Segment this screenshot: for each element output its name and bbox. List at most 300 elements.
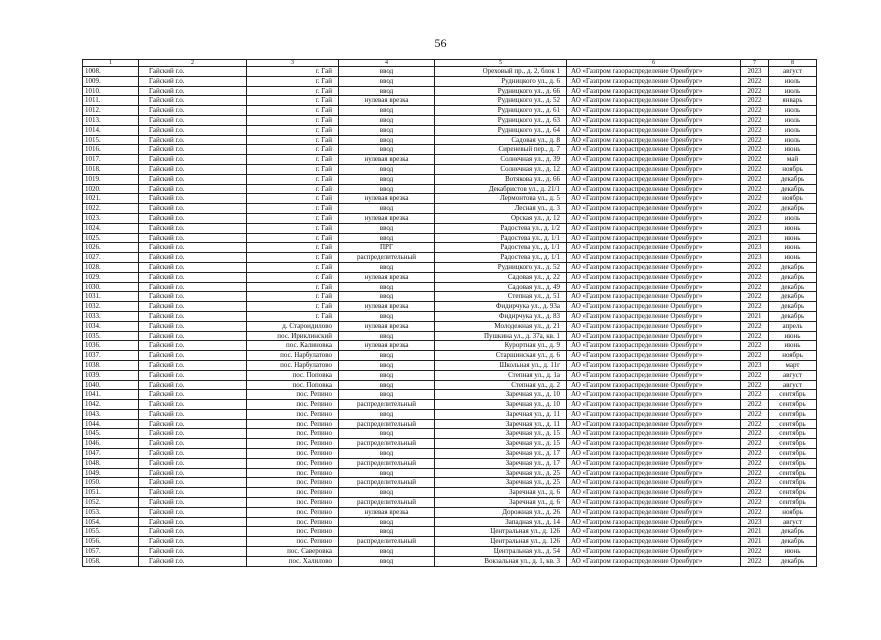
object-type-cell: ввод (339, 223, 435, 233)
month-cell: декабрь (769, 527, 817, 537)
organization-cell: АО «Газпром газораспределение Оренбург» (567, 125, 741, 135)
object-type-cell: нулевая врезка (339, 96, 435, 106)
settlement-cell: г. Гай (247, 302, 339, 312)
table-row (83, 517, 817, 527)
year-cell: 2022 (741, 272, 769, 282)
organization-cell: АО «Газпром газораспределение Оренбург» (567, 439, 741, 449)
month-cell: декабрь (769, 272, 817, 282)
organization-cell: АО «Газпром газораспределение Оренбург» (567, 223, 741, 233)
month-cell: июль (769, 135, 817, 145)
table-row (83, 351, 817, 361)
organization-cell: АО «Газпром газораспределение Оренбург» (567, 390, 741, 400)
settlement-cell: г. Гай (247, 311, 339, 321)
municipality-cell: Гайский г.о. (139, 204, 247, 214)
row-number-cell: 1045. (83, 429, 139, 439)
organization-cell: АО «Газпром газораспределение Оренбург» (567, 527, 741, 537)
settlement-cell: пос. Репино (247, 498, 339, 508)
object-type-cell: ввод (339, 556, 435, 566)
object-type-cell: ввод (339, 67, 435, 77)
municipality-cell: Гайский г.о. (139, 125, 247, 135)
settlement-cell: г. Гай (247, 174, 339, 184)
year-cell: 2022 (741, 76, 769, 86)
year-cell: 2022 (741, 449, 769, 459)
settlement-cell: г. Гай (247, 155, 339, 165)
object-type-cell: ввод (339, 351, 435, 361)
settlement-cell: г. Гай (247, 67, 339, 77)
municipality-cell: Гайский г.о. (139, 184, 247, 194)
month-cell: декабрь (769, 302, 817, 312)
organization-cell: АО «Газпром газораспределение Оренбург» (567, 233, 741, 243)
object-type-cell: ввод (339, 174, 435, 184)
organization-cell: АО «Газпром газораспределение Оренбург» (567, 282, 741, 292)
column-number-row (83, 60, 817, 67)
row-number-cell: 1029. (83, 272, 139, 282)
row-number-cell: 1013. (83, 115, 139, 125)
settlement-cell: г. Гай (247, 135, 339, 145)
object-type-cell: ввод (339, 429, 435, 439)
organization-cell: АО «Газпром газораспределение Оренбург» (567, 478, 741, 488)
municipality-cell: Гайский г.о. (139, 243, 247, 253)
year-cell: 2022 (741, 409, 769, 419)
month-cell: июнь (769, 223, 817, 233)
object-type-cell: ввод (339, 145, 435, 155)
table-row (83, 194, 817, 204)
row-number-cell: 1037. (83, 351, 139, 361)
row-number-cell: 1033. (83, 311, 139, 321)
month-cell: сентябрь (769, 439, 817, 449)
table-row (83, 527, 817, 537)
year-cell: 2022 (741, 96, 769, 106)
month-cell: август (769, 370, 817, 380)
month-cell: сентябрь (769, 419, 817, 429)
address-cell: Радостева ул., д. 1/2 (435, 223, 567, 233)
page-number: 56 (434, 36, 447, 50)
municipality-cell: Гайский г.о. (139, 282, 247, 292)
address-cell: Рудницкого ул., д. 52 (435, 96, 567, 106)
table-row (83, 478, 817, 488)
row-number-cell: 1054. (83, 517, 139, 527)
month-cell: май (769, 155, 817, 165)
object-type-cell: ввод (339, 135, 435, 145)
settlement-cell: пос. Репино (247, 488, 339, 498)
month-cell: июль (769, 213, 817, 223)
address-cell: Курортная ул., д. 9 (435, 341, 567, 351)
organization-cell: АО «Газпром газораспределение Оренбург» (567, 498, 741, 508)
year-cell: 2022 (741, 302, 769, 312)
settlement-cell: пос. Репино (247, 439, 339, 449)
month-cell: сентябрь (769, 400, 817, 410)
municipality-cell: Гайский г.о. (139, 458, 247, 468)
year-cell: 2022 (741, 282, 769, 292)
year-cell: 2022 (741, 556, 769, 566)
month-cell: март (769, 360, 817, 370)
municipality-cell: Гайский г.о. (139, 468, 247, 478)
settlement-cell: г. Гай (247, 86, 339, 96)
municipality-cell: Гайский г.о. (139, 409, 247, 419)
municipality-cell: Гайский г.о. (139, 527, 247, 537)
month-cell: сентябрь (769, 488, 817, 498)
settlement-cell: г. Гай (247, 204, 339, 214)
object-type-cell: нулевая врезка (339, 507, 435, 517)
object-type-cell: ввод (339, 468, 435, 478)
year-cell: 2021 (741, 527, 769, 537)
municipality-cell: Гайский г.о. (139, 419, 247, 429)
municipality-cell: Гайский г.о. (139, 213, 247, 223)
address-cell: Вотякова ул., д. 66 (435, 174, 567, 184)
table-row (83, 498, 817, 508)
year-cell: 2022 (741, 380, 769, 390)
object-type-cell: нулевая врезка (339, 321, 435, 331)
year-cell: 2022 (741, 429, 769, 439)
object-type-cell: распределительный (339, 537, 435, 547)
year-cell: 2023 (741, 360, 769, 370)
year-cell: 2022 (741, 204, 769, 214)
settlement-cell: пос. Репино (247, 507, 339, 517)
settlement-cell: пос. Ириклинский (247, 331, 339, 341)
month-cell: сентябрь (769, 478, 817, 488)
organization-cell: АО «Газпром газораспределение Оренбург» (567, 419, 741, 429)
row-number-cell: 1024. (83, 223, 139, 233)
address-cell: Центральная ул., д. 126 (435, 527, 567, 537)
table-row (83, 76, 817, 86)
address-cell: Радостева ул., д. 1/1 (435, 243, 567, 253)
table-row (83, 292, 817, 302)
year-cell: 2022 (741, 194, 769, 204)
organization-cell: АО «Газпром газораспределение Оренбург» (567, 400, 741, 410)
row-number-cell: 1025. (83, 233, 139, 243)
row-number-cell: 1043. (83, 409, 139, 419)
year-cell: 2022 (741, 135, 769, 145)
object-type-cell: ввод (339, 86, 435, 96)
gas-connections-table (82, 59, 817, 567)
address-cell: Солнечная ул., д. 12 (435, 164, 567, 174)
row-number-cell: 1012. (83, 106, 139, 116)
settlement-cell: пос. Халилово (247, 556, 339, 566)
municipality-cell: Гайский г.о. (139, 321, 247, 331)
table-row (83, 537, 817, 547)
municipality-cell: Гайский г.о. (139, 86, 247, 96)
organization-cell: АО «Газпром газораспределение Оренбург» (567, 321, 741, 331)
settlement-cell: пос. Калиновка (247, 341, 339, 351)
month-cell: сентябрь (769, 498, 817, 508)
municipality-cell: Гайский г.о. (139, 341, 247, 351)
organization-cell: АО «Газпром газораспределение Оренбург» (567, 155, 741, 165)
table-row (83, 390, 817, 400)
municipality-cell: Гайский г.о. (139, 67, 247, 77)
table-row (83, 115, 817, 125)
month-cell: декабрь (769, 184, 817, 194)
organization-cell: АО «Газпром газораспределение Оренбург» (567, 96, 741, 106)
year-cell: 2022 (741, 125, 769, 135)
month-cell: июнь (769, 331, 817, 341)
organization-cell: АО «Газпром газораспределение Оренбург» (567, 380, 741, 390)
object-type-cell: ввод (339, 311, 435, 321)
table-row (83, 155, 817, 165)
table-row (83, 439, 817, 449)
table-row (83, 556, 817, 566)
settlement-cell: пос. Репино (247, 517, 339, 527)
year-cell: 2022 (741, 468, 769, 478)
organization-cell: АО «Газпром газораспределение Оренбург» (567, 184, 741, 194)
object-type-cell: распределительный (339, 498, 435, 508)
address-cell: Заречная ул., д. 10 (435, 400, 567, 410)
table-row (83, 184, 817, 194)
address-cell: Заречная ул., д. 15 (435, 439, 567, 449)
month-cell: август (769, 67, 817, 77)
month-cell: сентябрь (769, 409, 817, 419)
settlement-cell: пос. Репино (247, 449, 339, 459)
month-cell: июнь (769, 243, 817, 253)
month-cell: апрель (769, 321, 817, 331)
address-cell: Рудницкого ул., д. 63 (435, 115, 567, 125)
municipality-cell: Гайский г.о. (139, 145, 247, 155)
settlement-cell: г. Гай (247, 96, 339, 106)
address-cell: Лесная ул., д. 3 (435, 204, 567, 214)
municipality-cell: Гайский г.о. (139, 507, 247, 517)
address-cell: Садовая ул., д. 49 (435, 282, 567, 292)
row-number-cell: 1041. (83, 390, 139, 400)
settlement-cell: г. Гай (247, 272, 339, 282)
address-cell: Пушкина ул., д. 37а, кв. 1 (435, 331, 567, 341)
column-number-3: 3 (247, 60, 339, 67)
table-row (83, 86, 817, 96)
settlement-cell: г. Гай (247, 253, 339, 263)
object-type-cell: ввод (339, 390, 435, 400)
row-number-cell: 1035. (83, 331, 139, 341)
row-number-cell: 1008. (83, 67, 139, 77)
municipality-cell: Гайский г.о. (139, 174, 247, 184)
municipality-cell: Гайский г.о. (139, 233, 247, 243)
year-cell: 2022 (741, 292, 769, 302)
row-number-cell: 1015. (83, 135, 139, 145)
organization-cell: АО «Газпром газораспределение Оренбург» (567, 106, 741, 116)
year-cell: 2023 (741, 253, 769, 263)
month-cell: сентябрь (769, 449, 817, 459)
table-row (83, 468, 817, 478)
object-type-cell: ввод (339, 184, 435, 194)
month-cell: июль (769, 115, 817, 125)
organization-cell: АО «Газпром газораспределение Оренбург» (567, 145, 741, 155)
year-cell: 2022 (741, 400, 769, 410)
organization-cell: АО «Газпром газораспределение Оренбург» (567, 204, 741, 214)
organization-cell: АО «Газпром газораспределение Оренбург» (567, 547, 741, 557)
year-cell: 2022 (741, 458, 769, 468)
settlement-cell: г. Гай (247, 292, 339, 302)
year-cell: 2022 (741, 390, 769, 400)
address-cell: Западная ул., д. 14 (435, 517, 567, 527)
year-cell: 2022 (741, 351, 769, 361)
table-row (83, 380, 817, 390)
month-cell: декабрь (769, 537, 817, 547)
address-cell: Рудницкого ул., д. 6 (435, 76, 567, 86)
month-cell: сентябрь (769, 429, 817, 439)
object-type-cell: нулевая врезка (339, 272, 435, 282)
address-cell: Солнечная ул., д. 39 (435, 155, 567, 165)
municipality-cell: Гайский г.о. (139, 272, 247, 282)
month-cell: ноябрь (769, 194, 817, 204)
address-cell: Степная ул., д. 2 (435, 380, 567, 390)
municipality-cell: Гайский г.о. (139, 106, 247, 116)
settlement-cell: г. Гай (247, 125, 339, 135)
object-type-cell: ввод (339, 125, 435, 135)
organization-cell: АО «Газпром газораспределение Оренбург» (567, 164, 741, 174)
year-cell: 2023 (741, 243, 769, 253)
object-type-cell: ввод (339, 106, 435, 116)
row-number-cell: 1026. (83, 243, 139, 253)
year-cell: 2022 (741, 115, 769, 125)
address-cell: Орская ул., д. 12 (435, 213, 567, 223)
municipality-cell: Гайский г.о. (139, 429, 247, 439)
settlement-cell: пос. Репино (247, 478, 339, 488)
organization-cell: АО «Газпром газораспределение Оренбург» (567, 351, 741, 361)
table-row (83, 370, 817, 380)
month-cell: январь (769, 96, 817, 106)
year-cell: 2022 (741, 184, 769, 194)
table-row (83, 233, 817, 243)
year-cell: 2023 (741, 223, 769, 233)
row-number-cell: 1030. (83, 282, 139, 292)
month-cell: июнь (769, 547, 817, 557)
settlement-cell: пос. Репино (247, 400, 339, 410)
table-row (83, 488, 817, 498)
municipality-cell: Гайский г.о. (139, 115, 247, 125)
row-number-cell: 1028. (83, 262, 139, 272)
row-number-cell: 1020. (83, 184, 139, 194)
settlement-cell: пос. Нарбулатово (247, 351, 339, 361)
table-row (83, 429, 817, 439)
year-cell: 2022 (741, 145, 769, 155)
object-type-cell: распределительный (339, 400, 435, 410)
organization-cell: АО «Газпром газораспределение Оренбург» (567, 331, 741, 341)
settlement-cell: пос. Поповка (247, 380, 339, 390)
year-cell: 2022 (741, 331, 769, 341)
year-cell: 2022 (741, 106, 769, 116)
organization-cell: АО «Газпром газораспределение Оренбург» (567, 292, 741, 302)
settlement-cell: пос. Репино (247, 419, 339, 429)
year-cell: 2021 (741, 311, 769, 321)
row-number-cell: 1057. (83, 547, 139, 557)
municipality-cell: Гайский г.о. (139, 390, 247, 400)
organization-cell: АО «Газпром газораспределение Оренбург» (567, 507, 741, 517)
year-cell: 2022 (741, 547, 769, 557)
table-row (83, 262, 817, 272)
row-number-cell: 1009. (83, 76, 139, 86)
table-row (83, 204, 817, 214)
address-cell: Молодежная ул., д. 21 (435, 321, 567, 331)
organization-cell: АО «Газпром газораспределение Оренбург» (567, 213, 741, 223)
municipality-cell: Гайский г.о. (139, 360, 247, 370)
organization-cell: АО «Газпром газораспределение Оренбург» (567, 556, 741, 566)
settlement-cell: пос. Репино (247, 527, 339, 537)
address-cell: Заречная ул., д. 25 (435, 478, 567, 488)
municipality-cell: Гайский г.о. (139, 262, 247, 272)
table-row (83, 164, 817, 174)
municipality-cell: Гайский г.о. (139, 547, 247, 557)
organization-cell: АО «Газпром газораспределение Оренбург» (567, 458, 741, 468)
column-number-2: 2 (139, 60, 247, 67)
settlement-cell: г. Гай (247, 115, 339, 125)
municipality-cell: Гайский г.о. (139, 498, 247, 508)
month-cell: декабрь (769, 204, 817, 214)
municipality-cell: Гайский г.о. (139, 253, 247, 263)
address-cell: Сиреневый пер., д. 7 (435, 145, 567, 155)
municipality-cell: Гайский г.о. (139, 449, 247, 459)
year-cell: 2022 (741, 86, 769, 96)
municipality-cell: Гайский г.о. (139, 302, 247, 312)
year-cell: 2022 (741, 341, 769, 351)
row-number-cell: 1018. (83, 164, 139, 174)
table-row (83, 96, 817, 106)
row-number-cell: 1023. (83, 213, 139, 223)
settlement-cell: г. Гай (247, 76, 339, 86)
organization-cell: АО «Газпром газораспределение Оренбург» (567, 272, 741, 282)
address-cell: Вокзальная ул., д. 1, кв. 3 (435, 556, 567, 566)
object-type-cell: ввод (339, 282, 435, 292)
table-row (83, 302, 817, 312)
organization-cell: АО «Газпром газораспределение Оренбург» (567, 262, 741, 272)
municipality-cell: Гайский г.о. (139, 164, 247, 174)
object-type-cell: ввод (339, 292, 435, 302)
object-type-cell: нулевая врезка (339, 194, 435, 204)
row-number-cell: 1036. (83, 341, 139, 351)
year-cell: 2022 (741, 419, 769, 429)
organization-cell: АО «Газпром газораспределение Оренбург» (567, 115, 741, 125)
municipality-cell: Гайский г.о. (139, 537, 247, 547)
address-cell: Радостева ул., д. 1/1 (435, 233, 567, 243)
object-type-cell: нулевая врезка (339, 302, 435, 312)
row-number-cell: 1047. (83, 449, 139, 459)
address-cell: Заречная ул., д. 6 (435, 498, 567, 508)
row-number-cell: 1027. (83, 253, 139, 263)
organization-cell: АО «Газпром газораспределение Оренбург» (567, 517, 741, 527)
object-type-cell: ввод (339, 360, 435, 370)
month-cell: декабрь (769, 311, 817, 321)
organization-cell: АО «Газпром газораспределение Оренбург» (567, 243, 741, 253)
row-number-cell: 1044. (83, 419, 139, 429)
month-cell: ноябрь (769, 164, 817, 174)
month-cell: декабрь (769, 262, 817, 272)
object-type-cell: ввод (339, 164, 435, 174)
object-type-cell: ввод (339, 409, 435, 419)
organization-cell: АО «Газпром газораспределение Оренбург» (567, 360, 741, 370)
row-number-cell: 1014. (83, 125, 139, 135)
row-number-cell: 1055. (83, 527, 139, 537)
address-cell: Садовая ул., д. 8 (435, 135, 567, 145)
row-number-cell: 1058. (83, 556, 139, 566)
settlement-cell: г. Гай (247, 262, 339, 272)
organization-cell: АО «Газпром газораспределение Оренбург» (567, 174, 741, 184)
column-number-8: 8 (769, 60, 817, 67)
row-number-cell: 1038. (83, 360, 139, 370)
municipality-cell: Гайский г.о. (139, 380, 247, 390)
year-cell: 2022 (741, 370, 769, 380)
year-cell: 2022 (741, 164, 769, 174)
address-cell: Школьная ул., д. 11г (435, 360, 567, 370)
table-row (83, 311, 817, 321)
year-cell: 2022 (741, 262, 769, 272)
column-number-7: 7 (741, 60, 769, 67)
organization-cell: АО «Газпром газораспределение Оренбург» (567, 409, 741, 419)
object-type-cell: ввод (339, 547, 435, 557)
row-number-cell: 1017. (83, 155, 139, 165)
organization-cell: АО «Газпром газораспределение Оренбург» (567, 488, 741, 498)
table-row (83, 67, 817, 77)
month-cell: декабрь (769, 174, 817, 184)
settlement-cell: г. Гай (247, 243, 339, 253)
settlement-cell: г. Гай (247, 194, 339, 204)
month-cell: июнь (769, 341, 817, 351)
row-number-cell: 1046. (83, 439, 139, 449)
